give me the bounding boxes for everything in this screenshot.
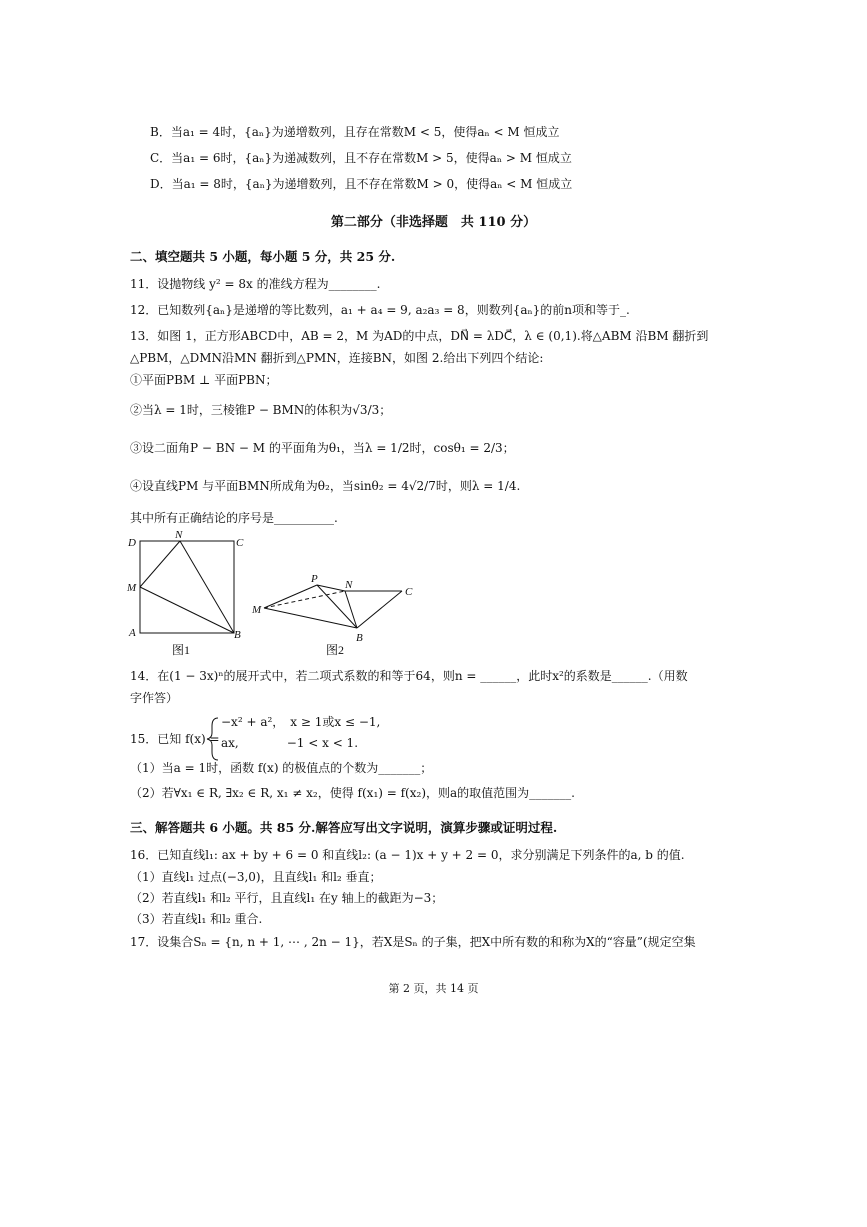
segment-mb (140, 587, 234, 633)
page-footer: 第 2 页，共 14 页 (388, 982, 479, 995)
figure-1 (126, 529, 244, 657)
label-c: C (405, 586, 413, 598)
question-15-case-2: ax, −1 < x < 1. (221, 736, 359, 750)
label-b: B (234, 629, 241, 641)
question-17: 17．设集合Sₙ = {n, n + 1, ⋯ , 2n − 1}，若X是Sₙ 的子集，把X中所有数的和称为X的“容量”(规定空集 (130, 935, 696, 949)
question-16-part-1: （1）直线l₁ 过点(−3,0)，且直线l₁ 和l₂ 垂直； (130, 870, 382, 884)
question-11: 11．设抛物线 y² = 8x 的准线方程为________. (130, 277, 381, 291)
figure-2 (251, 573, 413, 657)
question-16: 16．已知直线l₁: ax + by + 6 = 0 和直线l₂: (a − 1)x + y + 2 = 0，求分别满足下列条件的a, b 的值. (130, 848, 685, 862)
question-15-part-2: （2）若∀x₁ ∈ R, ∃x₂ ∈ R, x₁ ≠ x₂，使得 f(x₁) = f(x₂)，则a的取值范围为_______. (130, 786, 575, 800)
question-13-conclusion-1: ①平面PBM ⊥ 平面PBN； (130, 373, 278, 387)
question-13-conclusion-4: ④设直线PM 与平面BMN所成角为θ₂，当sinθ₂ = 4√2/7时，则λ = 1/4. (130, 479, 521, 493)
question-15-part-1: （1）当a = 1时，函数 f(x) 的极值点的个数为_______； (130, 761, 433, 775)
segment-mn (140, 541, 180, 587)
option-b: B．当a₁ = 4时，{aₙ}为递增数列，且存在常数M < 5，使得aₙ < M 恒成立 (150, 125, 560, 139)
segment-mb (264, 608, 357, 628)
figure-1-caption: 图1 (172, 643, 191, 657)
segment-mp (264, 585, 317, 608)
section-three-heading: 三、解答题共 6 小题。共 85 分.解答应写出文字说明，演算步骤或证明过程. (130, 820, 558, 835)
label-m: M (252, 604, 262, 616)
segment-mn-dashed (264, 591, 345, 608)
section-two-heading: 二、填空题共 5 小题，每小题 5 分，共 25 分. (130, 249, 396, 264)
question-13-conclusion-3: ③设二面角P − BN − M 的平面角为θ₁，当λ = 1/2时，cosθ₁ = 2/3； (130, 441, 515, 455)
question-14-line1: 14．在(1 − 3x)ⁿ的展开式中，若二项式系数的和等于64，则n = ______，此时x²的系数是______.（用数 (130, 669, 688, 683)
segment-nb (180, 541, 234, 633)
question-13-line1: 13．如图 1，正方形ABCD中，AB = 2，M 为AD的中点，DN⃗ = λDC⃗，λ ∈ (0,1).将△ABM 沿BM 翻折到 (130, 329, 709, 343)
segment-bc (357, 591, 402, 628)
question-14-line2: 字作答） (130, 691, 179, 705)
option-d: D．当a₁ = 8时，{aₙ}为递增数列，且不存在常数M > 0，使得aₙ < M 恒成立 (150, 177, 573, 191)
segment-nb (345, 591, 357, 628)
question-16-part-3: （3）若直线l₁ 和l₂ 重合. (130, 912, 263, 926)
question-15-prefix: 15．已知 f(x) = (130, 732, 220, 746)
label-b: B (356, 632, 363, 644)
question-13-conclusion-2: ②当λ = 1时，三棱锥P − BMN的体积为√3/3； (130, 403, 392, 417)
label-n: N (345, 579, 353, 591)
figure-2-caption: 图2 (326, 643, 345, 657)
label-p: P (311, 573, 318, 585)
part-two-title: 第二部分（非选择题 共 110 分） (330, 215, 537, 230)
label-a: A (129, 627, 136, 639)
label-m: M (127, 582, 137, 594)
option-c: C．当a₁ = 6时，{aₙ}为递减数列，且不存在常数M > 5，使得aₙ > M 恒成立 (150, 151, 572, 165)
question-15-case-1: −x² + a²， x ≥ 1或x ≤ −1, (221, 715, 381, 729)
square-abcd (140, 541, 234, 633)
label-d: D (128, 537, 136, 549)
label-c: C (236, 537, 244, 549)
question-16-part-2: （2）若直线l₁ 和l₂ 平行，且直线l₁ 在y 轴上的截距为−3； (130, 891, 444, 905)
label-n: N (175, 529, 183, 541)
question-12: 12．已知数列{aₙ}是递增的等比数列，a₁ + a₄ = 9, a₂a₃ = 8，则数列{aₙ}的前n项和等于_. (130, 303, 630, 317)
question-13-ending: 其中所有正确结论的序号是__________. (130, 511, 338, 525)
question-13-line2: △PBM，△DMN沿MN 翻折到△PMN，连接BN，如图 2.给出下列四个结论: (130, 351, 544, 365)
